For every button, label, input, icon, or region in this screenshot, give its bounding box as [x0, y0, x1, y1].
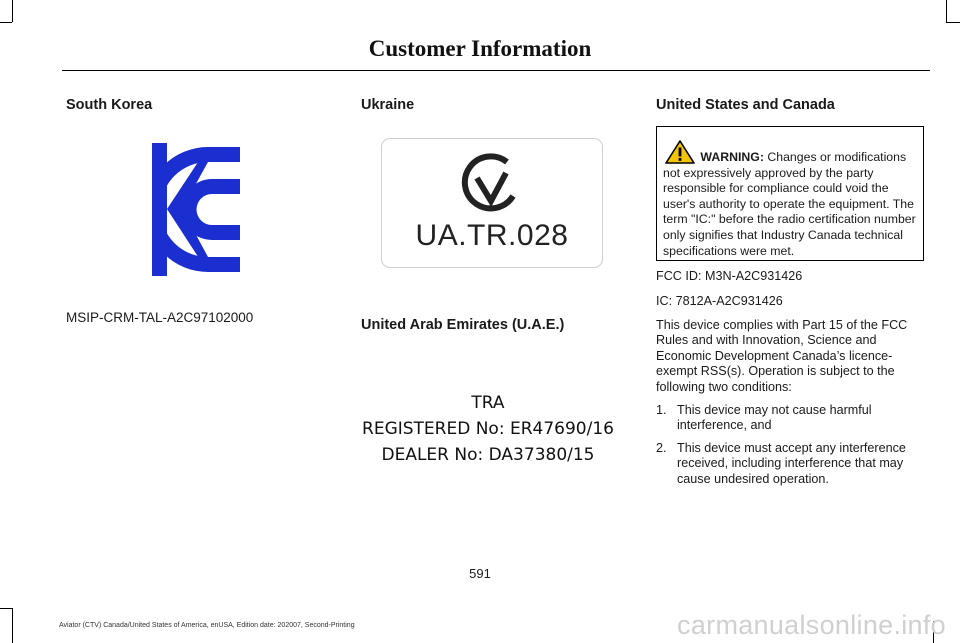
warning-text: Changes or modifications not expressively approved by the party responsible for compliance could void the user's authority to operate the equipment. The term "IC:" before the radio certification number only signifies that Industry Canada technical specifications were met. — [663, 150, 916, 258]
uae-registration-block — [360, 390, 616, 468]
conditions-list — [656, 403, 928, 494]
list-text: This device must accept any interference received, including interference that may cause undesired operation. — [677, 440, 906, 486]
ukraine-mark-text: UA.TR.028 — [415, 219, 569, 252]
warning-box — [656, 126, 924, 261]
uae-heading: United Arab Emirates (U.A.E.) — [361, 317, 565, 333]
header-divider — [62, 70, 930, 71]
ic-number: IC: 7812A-A2C931426 — [656, 294, 783, 308]
kc-certification-mark — [152, 143, 240, 276]
warning-label: WARNING: — [700, 150, 764, 164]
crop-mark — [12, 0, 13, 22]
list-text: This device may not cause harmful interference, and — [677, 403, 872, 433]
page-number: 591 — [469, 566, 491, 581]
crop-mark — [0, 22, 12, 23]
usa-canada-heading: United States and Canada — [656, 97, 835, 113]
uae-tra-line: TRA — [471, 393, 505, 413]
list-item — [656, 441, 928, 487]
crop-mark — [0, 608, 12, 609]
list-number: 2. — [656, 440, 667, 455]
ukraine-conformity-icon — [458, 151, 524, 217]
warning-triangle-icon — [665, 140, 695, 164]
edition-footer: Aviator (CTV) Canada/United States of America, enUSA, Edition date: 202007, Second-Printing — [59, 622, 355, 629]
compliance-statement: This device complies with Part 15 of the FCC Rules and with Innovation, Science and Economic Development Canada’s licence-exempt RSS(s). Operation is subject to the following two conditions: — [656, 318, 908, 394]
crop-mark — [12, 608, 13, 643]
list-item — [656, 403, 928, 434]
south-korea-heading: South Korea — [66, 97, 153, 113]
page-title: Customer Information — [368, 36, 592, 61]
watermark: carmanualsonline.info — [677, 610, 946, 640]
fcc-id: FCC ID: M3N-A2C931426 — [656, 269, 803, 283]
crop-mark — [946, 0, 947, 22]
south-korea-code: MSIP-CRM-TAL-A2C97102000 — [66, 310, 254, 325]
crop-mark — [946, 22, 960, 23]
uae-registered-line: REGISTERED No: ER47690/16 — [362, 419, 614, 439]
list-number: 1. — [656, 403, 667, 417]
ukraine-heading: Ukraine — [361, 97, 415, 113]
ukraine-certification-mark — [381, 138, 603, 268]
uae-dealer-line: DEALER No: DA37380/15 — [381, 445, 595, 465]
